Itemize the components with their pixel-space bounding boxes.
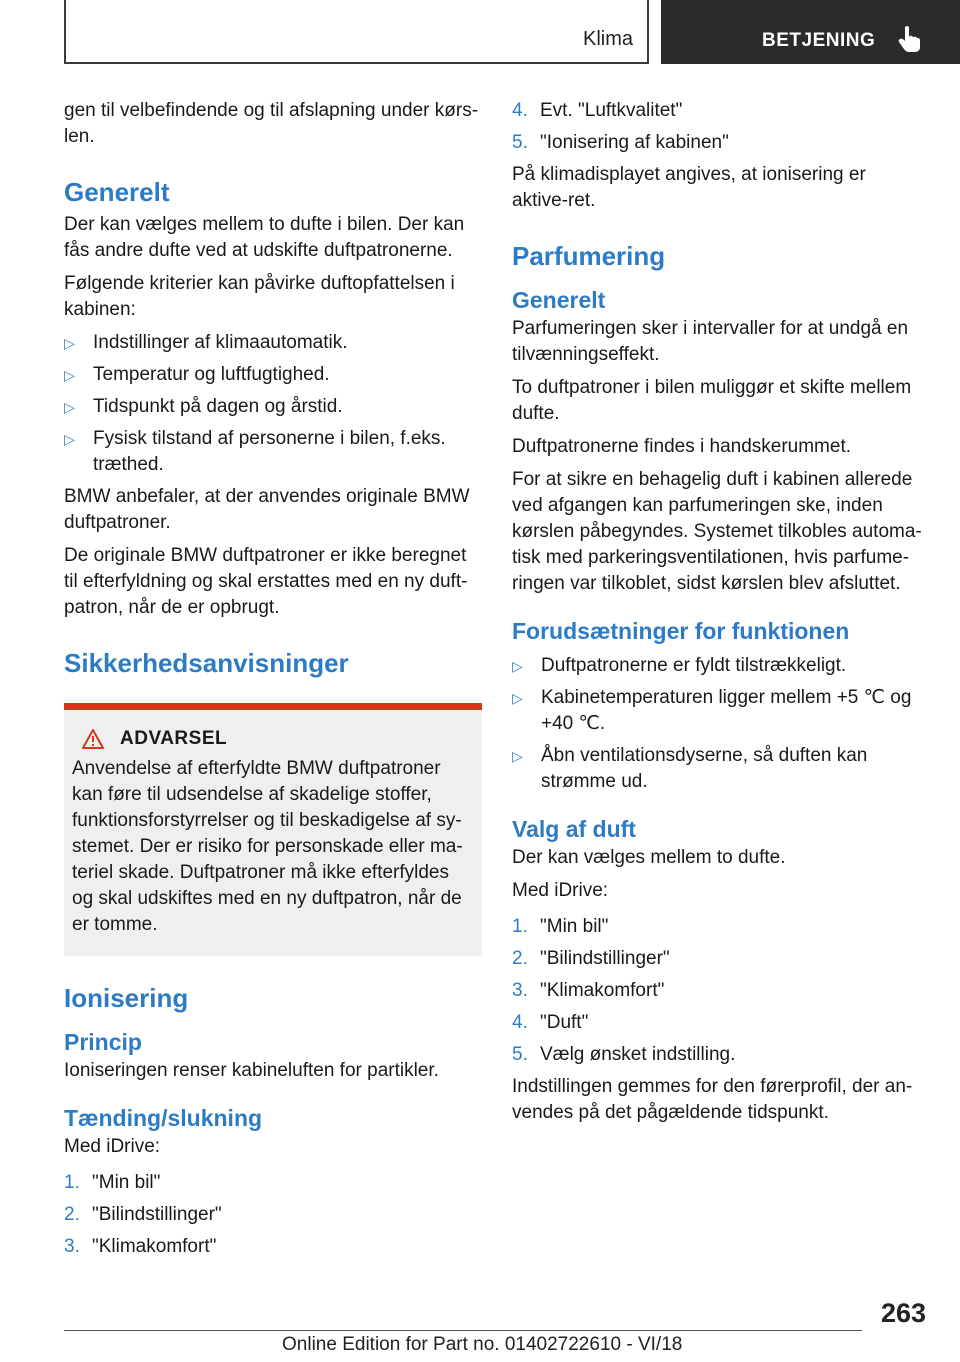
list-item: ▷ Indstillinger af klimaautomatik. (64, 330, 482, 356)
header-section-box (64, 0, 649, 64)
generelt-p1: Der kan vælges mellem to dufte i bilen. Der kan fås andre dufte ved at udskifte duftpatronerne. (64, 214, 465, 261)
list-item: ▷ Duftpatronerne er fyldt tilstrækkeligt. (512, 653, 924, 679)
pointing-hand-icon (897, 25, 921, 58)
heading-parfumering-generelt: Generelt (512, 287, 606, 313)
ionisering-steps-cont (512, 98, 924, 156)
list-item: ▷ Åbn ventilationsdyserne, så duften kan strømme ud. (512, 745, 868, 792)
requirements-list (512, 653, 924, 795)
generelt-p2: Følgende kriterier kan påvirke duftopfattelsen i kabinen: (64, 273, 455, 320)
valg-p3: Indstillingen gemmes for den førerprofil, der an-vendes på det pågældende tidspunkt. (512, 1076, 913, 1123)
header-chapter-box (661, 0, 960, 64)
list-item: 1. "Min bil" (64, 1172, 161, 1193)
warning-triangle-icon (82, 729, 104, 749)
triangle-bullet-icon: ▷ (64, 367, 75, 383)
list-item: 4. Evt. "Luftkvalitet" (512, 100, 683, 121)
criteria-list (64, 330, 482, 478)
heading-valg: Valg af duft (512, 816, 636, 842)
section-title: Klima (582, 28, 633, 50)
right-column (512, 98, 924, 1133)
list-item: 2. "Bilindstillinger" (512, 948, 670, 969)
heading-safety: Sikkerhedsanvisninger (64, 648, 349, 678)
intro-text: gen til velbefindende og til afslapning under kørs-len. (64, 100, 479, 147)
triangle-bullet-icon: ▷ (512, 658, 523, 674)
list-item: ▷ Temperatur og luftfugtighed. (64, 362, 482, 388)
chapter-title: BETJENING (762, 30, 876, 51)
page-number: 263 (880, 1298, 926, 1328)
heading-princip: Princip (64, 1029, 142, 1055)
warning-text: Anvendelse af efterfyldte BMW duftpatroner kan føre til udsendelse af skadelige stoffer, funktionsforstyrrelser og til beskadigelse af sy-stemet. Der er risiko for personskade eller ma-teriel skade. Duftpatroner må ikke efterfyldes og skal udskiftes med en ny duftpatron, når de er tomme. (72, 758, 463, 935)
triangle-bullet-icon: ▷ (512, 690, 523, 706)
list-item: ▷ Kabinetemperaturen ligger mellem +5 ℃ og +40 ℃. (512, 687, 912, 734)
triangle-bullet-icon: ▷ (64, 431, 75, 447)
list-item: 1. "Min bil" (512, 916, 609, 937)
parfumering-p4: For at sikre en behagelig duft i kabinen allerede ved afgangen kan parfumeringen ske, inden kørslen påbegyndes. Systemet tilkobles automa-tisk med parkeringsventilationen, hvis parfume-ringen var tilkoblet, sidst kørslen blev afsluttet. (512, 469, 922, 594)
ionisering-note: På klimadisplayet angives, at ionisering er aktive-ret. (512, 164, 866, 211)
parfumering-p1: Parfumeringen sker i intervaller for at undgå en tilvænningseffekt. (512, 318, 909, 365)
parfumering-p2: To duftpatroner i bilen muliggør et skifte mellem dufte. (512, 377, 912, 424)
valg-p2: Med iDrive: (512, 880, 609, 901)
generelt-p4: De originale BMW duftpatroner er ikke beregnet til efterfyldning og skal erstattes med en ny duft-patron, når de er opbrugt. (64, 545, 468, 618)
generelt-p3: BMW anbefaler, at der anvendes originale BMW duftpatroner. (64, 486, 470, 533)
list-item: 5. "Ionisering af kabinen" (512, 132, 729, 153)
list-item: 5. Vælg ønsket indstilling. (512, 1044, 736, 1065)
princip-text: Ioniseringen renser kabineluften for partikler. (64, 1060, 439, 1081)
left-column (64, 98, 482, 1266)
warning-box (64, 703, 482, 956)
triangle-bullet-icon: ▷ (64, 399, 75, 415)
list-item: 3. "Klimakomfort" (64, 1236, 217, 1257)
valg-p1: Der kan vælges mellem to dufte. (512, 847, 786, 868)
list-item: 3. "Klimakomfort" (512, 980, 665, 1001)
list-item: ▷ Tidspunkt på dagen og årstid. (64, 394, 482, 420)
valg-steps (512, 914, 924, 1068)
footer-divider (64, 1330, 862, 1331)
parfumering-p3: Duftpatronerne findes i handskerummet. (512, 436, 852, 457)
heading-parfumering: Parfumering (512, 241, 666, 271)
heading-generelt: Generelt (64, 177, 170, 207)
triangle-bullet-icon: ▷ (512, 748, 523, 764)
heading-ionisering: Ionisering (64, 983, 189, 1013)
taending-text: Med iDrive: (64, 1136, 161, 1157)
heading-taending: Tænding/slukning (64, 1105, 263, 1131)
list-item: ▷ Fysisk tilstand af personerne i bilen, f.eks. træthed. (64, 428, 446, 475)
list-item: 4. "Duft" (512, 1012, 589, 1033)
triangle-bullet-icon: ▷ (64, 335, 75, 351)
footer-edition: Online Edition for Part no. 01402722610 - VI/18 (282, 1334, 683, 1355)
warning-title: ADVARSEL (120, 728, 228, 749)
list-item: 2. "Bilindstillinger" (64, 1204, 222, 1225)
heading-forudsaetninger: Forudsætninger for funktionen (512, 618, 850, 644)
ionisering-steps (64, 1170, 482, 1260)
